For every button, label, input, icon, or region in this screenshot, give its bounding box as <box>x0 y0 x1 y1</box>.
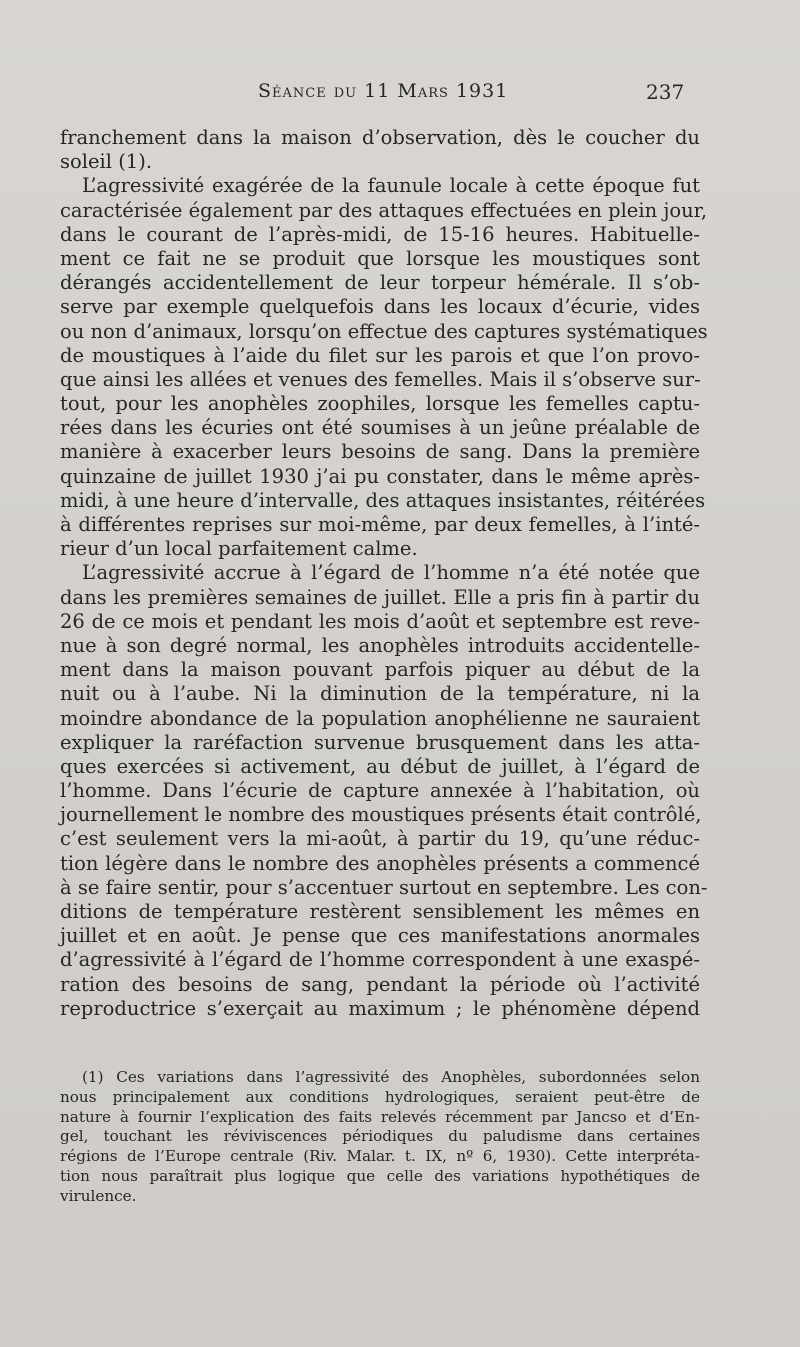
text-line: nuit ou à l’aube. Ni la diminution de la température, ni la <box>60 682 700 706</box>
text-line: c’est seulement vers la mi-août, à partir du 19, qu’une réduc- <box>60 827 700 851</box>
text-line: serve par exemple quelquefois dans les locaux d’écurie, vides <box>60 295 700 319</box>
footnote-line: (1) Ces variations dans l’agressivité des Anophèles, subordonnées selon <box>82 1068 700 1086</box>
footnote-line: gel, touchant les réviviscences périodiques du paludisme dans certaines <box>60 1127 700 1146</box>
text-line: ou non d’animaux, lorsqu’on effectue des captures systématiques <box>60 319 708 343</box>
text-line: nue à son degré normal, les anophèles introduits accidentelle- <box>60 633 700 657</box>
footnote-block <box>60 1068 700 1207</box>
text-line: dans les premières semaines de juillet. Elle a pris fin à partir du <box>60 585 700 609</box>
text-line: manière à exacerber leurs besoins de sang. Dans la première <box>60 440 700 464</box>
body-text <box>60 126 708 1021</box>
text-line: moindre abondance de la population anophélienne ne sauraient <box>60 706 700 730</box>
text-line: L’agressivité exagérée de la faunule locale à cette époque fut <box>82 174 700 198</box>
text-line: à se faire sentir, pour s’accentuer surtout en septembre. Les con- <box>60 875 708 899</box>
text-line: à différentes reprises sur moi-même, par deux femelles, à l’inté- <box>60 513 700 536</box>
text-line: expliquer la raréfaction survenue brusquement dans les atta- <box>60 730 700 754</box>
footnote-line: tion nous paraîtrait plus logique que celle des variations hypothétiques de <box>60 1166 700 1185</box>
text-line: caractérisée également par des attaques effectuées en plein jour, <box>60 198 708 222</box>
text-line: dérangés accidentellement de leur torpeur hémérale. Il s’ob- <box>60 271 700 295</box>
running-head <box>0 80 800 110</box>
text-line: soleil (1). <box>60 150 153 174</box>
running-title: Séance du 11 Mars 1931 <box>258 80 509 102</box>
text-line: rées dans les écuries ont été soumises à un jeûne préalable de <box>60 416 700 440</box>
text-line: quinzaine de juillet 1930 j’ai pu constater, dans le même après- <box>60 464 700 488</box>
text-line: tion légère dans le nombre des anophèles présents a commencé <box>60 851 700 875</box>
text-line: de moustiques à l’aide du filet sur les parois et que l’on provo- <box>60 343 700 367</box>
text-line: ment ce fait ne se produit que lorsque les moustiques sont <box>60 246 700 270</box>
footnote-line: nous principalement aux conditions hydrologiques, seraient peut-être de <box>60 1087 700 1106</box>
text-line: franchement dans la maison d’observation, dès le coucher du <box>60 126 700 149</box>
text-line: juillet et en août. Je pense que ces manifestations anormales <box>60 924 700 948</box>
text-line: ques exercées si activement, au début de juillet, à l’égard de <box>60 754 700 778</box>
text-line: rieur d’un local parfaitement calme. <box>60 537 418 561</box>
text-line: que ainsi les allées et venues des femelles. Mais il s’observe sur- <box>60 367 701 391</box>
text-line: journellement le nombre des moustiques présents était contrôlé, <box>60 803 702 827</box>
text-line: 26 de ce mois et pendant les mois d’août et septembre est reve- <box>60 609 700 633</box>
page-number: 237 <box>646 80 685 104</box>
text-line: ditions de température restèrent sensiblement les mêmes en <box>60 900 700 923</box>
text-line: ment dans la maison pouvant parfois piquer au début de la <box>60 658 700 682</box>
text-line: tout, pour les anophèles zoophiles, lorsque les femelles captu- <box>60 392 700 416</box>
footnote-line: nature à fournir l’explication des faits relevés récemment par Jancso et d’En- <box>60 1107 700 1126</box>
text-line: reproductrice s’exerçait au maximum ; le phénomène dépend <box>60 996 700 1020</box>
footnote-line: régions de l’Europe centrale (Riv. Malar. t. IX, nº 6, 1930). Cette interpréta- <box>60 1147 700 1166</box>
text-line: d’agressivité à l’égard de l’homme correspondent à une exaspé- <box>60 948 700 972</box>
footnote-line: virulence. <box>60 1186 137 1205</box>
text-line: midi, à une heure d’intervalle, des attaques insistantes, réitérées <box>60 488 706 512</box>
text-line: l’homme. Dans l’écurie de capture annexée à l’habitation, où <box>60 779 700 803</box>
text-line: L’agressivité accrue à l’égard de l’homme n’a été notée que <box>82 561 700 585</box>
text-line: ration des besoins de sang, pendant la période où l’activité <box>60 972 700 996</box>
text-line: dans le courant de l’après-midi, de 15-16 heures. Habituelle- <box>60 222 700 246</box>
